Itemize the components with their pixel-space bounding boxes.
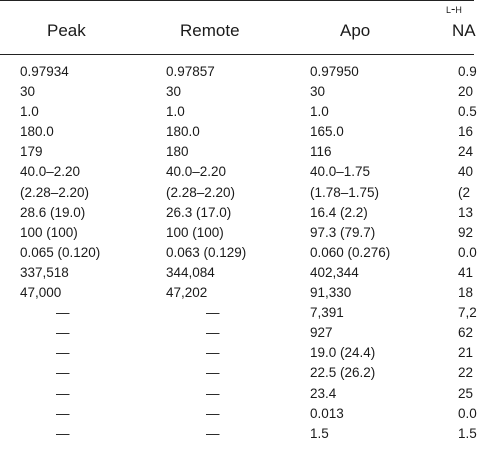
table-cell: 41 bbox=[458, 264, 474, 280]
table-row bbox=[0, 343, 474, 363]
table-cell: 0.97934 bbox=[20, 64, 69, 79]
table-cell: 18 bbox=[458, 285, 474, 301]
table-row bbox=[0, 303, 477, 323]
table-cell: — bbox=[206, 425, 220, 441]
table-cell: 47,202 bbox=[166, 285, 208, 301]
column-header-truncated: NA bbox=[452, 21, 476, 40]
table-row bbox=[0, 142, 474, 162]
table-cell: 30 bbox=[20, 84, 36, 100]
table-cell: 0.9 bbox=[458, 64, 477, 79]
table-cell: 40.0–1.75 bbox=[310, 164, 371, 180]
table-cell: 30 bbox=[310, 84, 326, 100]
table-cell: 40.0–2.20 bbox=[20, 164, 81, 180]
table-cell: 1.0 bbox=[20, 104, 39, 120]
table-cell: 22 bbox=[458, 365, 474, 381]
table-cell: — bbox=[206, 345, 220, 361]
table-cell: 402,344 bbox=[310, 264, 359, 280]
table-cell: 47,000 bbox=[20, 285, 62, 301]
table-cell: 344,084 bbox=[166, 264, 215, 280]
table-cell: 927 bbox=[310, 325, 333, 341]
table-cell: — bbox=[206, 405, 220, 421]
table-cell: 19.0 (24.4) bbox=[310, 345, 376, 361]
table-row bbox=[0, 62, 477, 82]
table-body bbox=[0, 62, 477, 444]
table-cell: 1.0 bbox=[166, 104, 185, 120]
table-cell: 1.5 bbox=[310, 425, 329, 441]
table-cell: 7,2 bbox=[458, 305, 477, 321]
table-cell: 0.063 (0.129) bbox=[166, 244, 247, 260]
table-cell: (2.28–2.20) bbox=[166, 184, 236, 200]
column-header-remote: Remote bbox=[180, 21, 240, 40]
table-cell: 0.97950 bbox=[310, 64, 359, 79]
table-cell: 40 bbox=[458, 164, 474, 180]
table-cell: 62 bbox=[458, 325, 474, 341]
table-cell: 25 bbox=[458, 385, 474, 401]
table-row bbox=[0, 323, 474, 343]
table-cell: 16 bbox=[458, 124, 474, 140]
table-cell: 21 bbox=[458, 345, 474, 361]
table-cell: 0.060 (0.276) bbox=[310, 244, 391, 260]
table-cell: 91,330 bbox=[310, 285, 352, 301]
table-cell: 0.0 bbox=[458, 244, 477, 260]
table-cell: (2 bbox=[458, 184, 471, 200]
table-cell: 0.013 bbox=[310, 405, 344, 421]
table-cell: 0.5 bbox=[458, 104, 477, 120]
table-cell: (1.78–1.75) bbox=[310, 184, 380, 200]
table-row bbox=[0, 263, 474, 283]
table-row bbox=[0, 223, 474, 243]
table-cell: — bbox=[56, 385, 70, 401]
table-cell: — bbox=[56, 425, 70, 441]
table-cell: 165.0 bbox=[310, 124, 344, 140]
table-row bbox=[0, 283, 474, 303]
table-cell: 0.97857 bbox=[166, 64, 215, 79]
table-row bbox=[0, 122, 474, 142]
table-cell: 13 bbox=[458, 204, 474, 220]
table-row bbox=[0, 102, 477, 122]
table-cell: 100 (100) bbox=[166, 224, 224, 240]
table-cell: — bbox=[56, 305, 70, 321]
table-cell: 40.0–2.20 bbox=[166, 164, 227, 180]
table-cell: — bbox=[56, 325, 70, 341]
table-cell: 180 bbox=[166, 144, 189, 160]
table-row bbox=[0, 183, 474, 203]
table-cell: 1.0 bbox=[310, 104, 329, 120]
table-cell: 100 (100) bbox=[20, 224, 78, 240]
table-row bbox=[0, 162, 474, 182]
table-cell: 180.0 bbox=[166, 124, 200, 140]
table-cell: 20 bbox=[458, 84, 474, 100]
table-cell: 7,391 bbox=[310, 305, 344, 321]
table-cell: — bbox=[206, 325, 220, 341]
table-cell: — bbox=[56, 405, 70, 421]
table-cell: — bbox=[206, 305, 220, 321]
table-cell: — bbox=[56, 345, 70, 361]
table-cell: — bbox=[56, 365, 70, 381]
table-row bbox=[0, 404, 477, 424]
table-cell: 0.065 (0.120) bbox=[20, 244, 101, 260]
table-row bbox=[0, 424, 477, 444]
table-cell: 97.3 (79.7) bbox=[310, 224, 376, 240]
table-cell: 22.5 (26.2) bbox=[310, 365, 376, 381]
table-cell: 16.4 (2.2) bbox=[310, 204, 368, 220]
column-header-peak: Peak bbox=[47, 21, 86, 40]
table-cell: 30 bbox=[166, 84, 182, 100]
table-row bbox=[0, 203, 474, 223]
table-cell: — bbox=[206, 385, 220, 401]
table-row bbox=[0, 384, 474, 404]
table-cell: 116 bbox=[310, 144, 332, 160]
table-cell: 1.5 bbox=[458, 425, 477, 441]
table-cell: 23.4 bbox=[310, 385, 337, 401]
table-cell: 0.0 bbox=[458, 405, 477, 421]
table-cell: 179 bbox=[20, 144, 43, 160]
table-row bbox=[0, 82, 474, 102]
truncated-super-header: l-h bbox=[446, 1, 462, 16]
table-cell: 26.3 (17.0) bbox=[166, 204, 232, 220]
table-cell: 180.0 bbox=[20, 124, 54, 140]
table-cell: — bbox=[206, 365, 220, 381]
table-cell: 28.6 (19.0) bbox=[20, 204, 86, 220]
table-cell: 92 bbox=[458, 224, 474, 240]
column-header-apo: Apo bbox=[340, 21, 371, 40]
table-row bbox=[0, 363, 474, 383]
table-cell: 337,518 bbox=[20, 264, 69, 280]
table-cell: 24 bbox=[458, 144, 474, 160]
table-top-rule bbox=[0, 0, 474, 1]
table-cell: (2.28–2.20) bbox=[20, 184, 90, 200]
header-rule bbox=[0, 54, 474, 55]
table-row bbox=[0, 243, 477, 263]
